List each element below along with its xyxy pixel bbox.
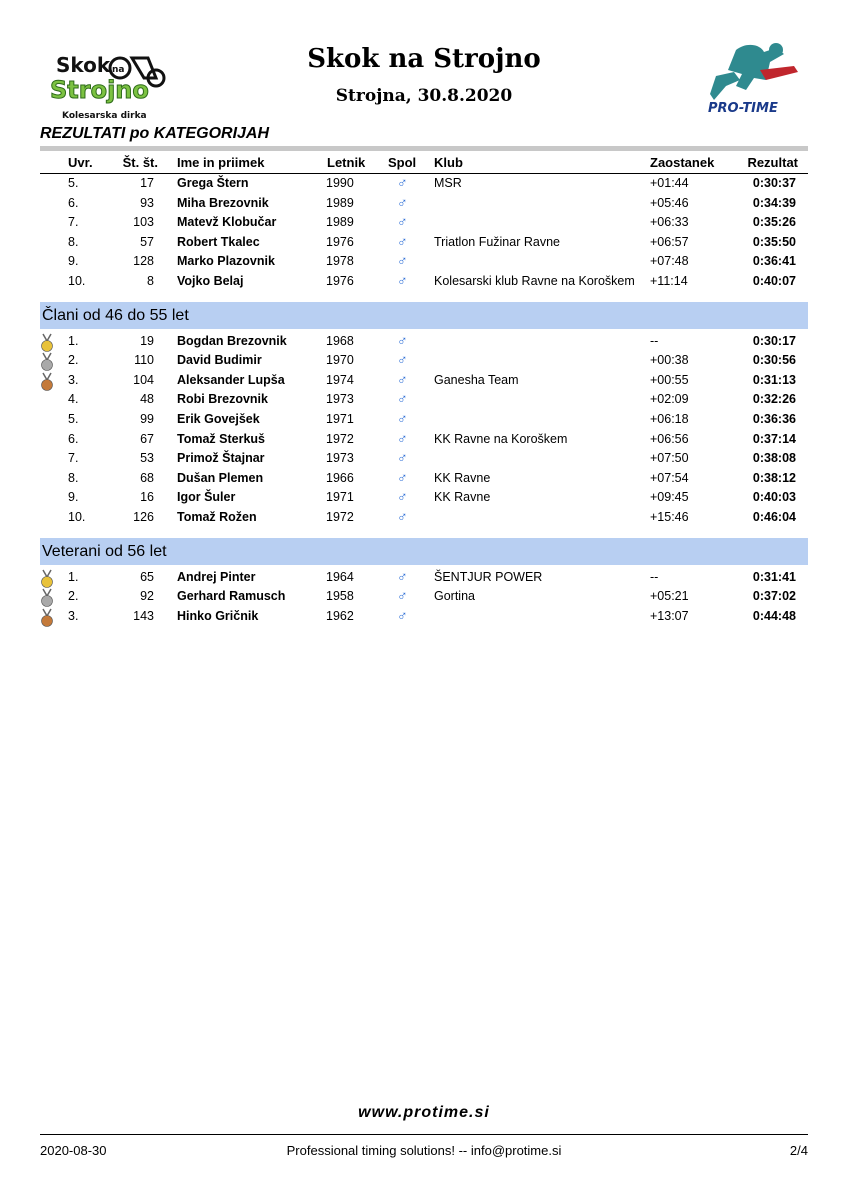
table-row: [40, 468, 808, 490]
cell-gap: +07:50: [650, 451, 689, 466]
header-divider: [40, 146, 808, 151]
cell-result: 0:36:41: [752, 254, 796, 269]
cell-rank: 5.: [68, 412, 79, 426]
cell-club: Gortina: [434, 589, 475, 604]
cell-rank: 1.: [68, 569, 79, 584]
cell-rank: 9.: [68, 254, 79, 269]
cell-year: 1972: [326, 510, 354, 524]
cell-club: Ganesha Team: [434, 372, 519, 387]
cell-name: Aleksander Lupša: [177, 372, 285, 387]
table-row: [40, 353, 808, 372]
cell-club: ŠENTJUR POWER: [434, 569, 543, 584]
cell-sex: ♂: [397, 587, 408, 604]
cell-gap: +05:46: [650, 195, 689, 210]
cell-year: 1973: [326, 451, 354, 466]
table-row: [40, 429, 808, 451]
cell-sex: ♂: [397, 429, 408, 446]
cell-rank: 5.: [68, 176, 79, 190]
cell-result: 0:30:37: [752, 176, 796, 190]
protime-logo-text: PRO-TIME: [708, 101, 778, 116]
table-row: [40, 490, 808, 509]
cell-rank: 7.: [68, 215, 79, 230]
cell-name: Matevž Klobučar: [177, 215, 277, 230]
cell-bib: 67: [140, 431, 154, 446]
logo-line1: Skok: [56, 53, 111, 77]
cell-gap: +00:55: [650, 372, 689, 387]
cell-name: Robi Brezovnik: [177, 392, 268, 407]
cell-result: 0:37:02: [752, 589, 796, 604]
cell-sex: ♂: [397, 331, 408, 348]
cell-rank: 6.: [68, 431, 79, 446]
cell-result: 0:31:13: [752, 372, 796, 387]
table-row: [40, 510, 808, 529]
cell-name: Hinko Gričnik: [177, 608, 259, 623]
cell-result: 0:38:12: [752, 470, 796, 485]
cell-year: 1974: [326, 372, 354, 387]
cell-name: Tomaž Sterkuš: [177, 431, 265, 446]
cell-club: KK Ravne: [434, 490, 491, 505]
cell-result: 0:40:03: [752, 490, 796, 505]
cell-name: Grega Štern: [177, 176, 249, 190]
cell-result: 0:31:41: [752, 569, 796, 584]
cell-rank: 2.: [68, 589, 79, 604]
cell-gap: +00:38: [650, 353, 689, 368]
col-result: Rezultat: [747, 155, 798, 170]
footer-contact: Professional timing solutions! -- info@protime.si: [286, 1143, 562, 1158]
cell-year: 1971: [326, 412, 354, 426]
cell-result: 0:35:26: [752, 215, 796, 230]
cell-year: 1970: [326, 353, 354, 368]
cell-gap: --: [650, 569, 659, 584]
section-label: REZULTATI po KATEGORIJAH: [40, 125, 270, 142]
cell-year: 1966: [326, 470, 354, 485]
cell-name: Miha Brezovnik: [177, 195, 269, 210]
cell-name: Igor Šuler: [177, 490, 236, 505]
cell-club: MSR: [434, 176, 462, 190]
col-name: Ime in priimek: [177, 155, 265, 170]
table-row: [40, 193, 808, 215]
table-row: [40, 567, 808, 589]
category-header: [40, 302, 808, 329]
col-club: Klub: [434, 155, 463, 170]
table-row: [40, 215, 808, 234]
footer-url[interactable]: www.protime.si: [358, 1104, 490, 1121]
cell-name: Andrej Pinter: [177, 569, 256, 584]
category-title: Člani od 46 do 55 let: [42, 306, 189, 324]
cell-rank: 6.: [68, 195, 79, 210]
cell-name: Erik Govejšek: [177, 412, 260, 426]
cell-rank: 7.: [68, 451, 79, 466]
cell-sex: ♂: [397, 390, 408, 407]
cell-gap: +06:56: [650, 431, 689, 446]
silver-medal-icon: [40, 352, 54, 372]
cell-sex: ♂: [397, 351, 408, 368]
cell-sex: ♂: [397, 449, 408, 466]
cell-club: KK Ravne: [434, 470, 491, 485]
cell-year: 1976: [326, 274, 354, 288]
cell-bib: 126: [133, 510, 154, 524]
cell-gap: +06:33: [650, 215, 689, 230]
cell-result: 0:36:36: [752, 412, 796, 426]
cell-rank: 8.: [68, 470, 79, 485]
cell-name: Bogdan Brezovnik: [177, 333, 287, 348]
cell-gap: +06:57: [650, 234, 689, 249]
cell-result: 0:35:50: [752, 234, 796, 249]
table-row: [40, 606, 808, 628]
cell-result: 0:30:17: [752, 333, 796, 348]
table-row: [40, 412, 808, 431]
cell-result: 0:38:08: [752, 451, 796, 466]
bronze-medal-icon: [40, 608, 54, 628]
cell-sex: ♂: [397, 468, 408, 485]
cell-bib: 57: [140, 234, 154, 249]
logo-tagline: Kolesarska dirka: [62, 111, 147, 121]
footer-page-number: 2/4: [789, 1143, 808, 1158]
gold-medal-icon: [40, 333, 54, 353]
table-row: [40, 254, 808, 273]
cell-result: 0:44:48: [752, 608, 796, 623]
cell-result: 0:46:04: [752, 510, 796, 524]
cell-sex: ♂: [397, 606, 408, 623]
cell-rank: 3.: [68, 608, 79, 623]
page-title: Skok na Strojno: [307, 44, 541, 74]
cell-gap: +09:45: [650, 490, 689, 505]
cell-bib: 104: [133, 372, 154, 387]
col-year: Letnik: [327, 155, 366, 170]
col-sex: Spol: [388, 155, 417, 170]
cell-year: 1958: [326, 589, 354, 604]
cell-year: 1978: [326, 254, 354, 269]
cell-bib: 92: [140, 589, 154, 604]
table-row: [40, 274, 808, 293]
cell-bib: 143: [133, 608, 154, 623]
cell-year: 1973: [326, 392, 354, 407]
cell-bib: 99: [140, 412, 154, 426]
cell-year: 1968: [326, 333, 354, 348]
cell-rank: 4.: [68, 392, 79, 407]
cell-gap: +05:21: [650, 589, 689, 604]
cell-bib: 16: [140, 490, 154, 505]
cell-gap: +13:07: [650, 608, 689, 623]
cell-gap: +07:48: [650, 254, 689, 269]
cell-club: KK Ravne na Koroškem: [434, 431, 568, 446]
cell-club: Kolesarski klub Ravne na Koroškem: [434, 274, 635, 288]
cell-bib: 103: [133, 215, 154, 230]
cell-gap: +01:44: [650, 176, 689, 190]
cell-year: 1989: [326, 195, 354, 210]
table-row: [40, 370, 808, 392]
cell-sex: ♂: [397, 272, 408, 288]
cell-club: Triatlon Fužinar Ravne: [434, 234, 560, 249]
cell-sex: ♂: [397, 232, 408, 249]
cell-name: Gerhard Ramusch: [177, 589, 286, 604]
cell-bib: 48: [140, 392, 154, 407]
cell-sex: ♂: [397, 193, 408, 210]
cell-name: Vojko Belaj: [177, 274, 244, 288]
cell-gap: +07:54: [650, 470, 689, 485]
silver-medal-icon: [40, 588, 54, 608]
cell-year: 1989: [326, 215, 354, 230]
cell-bib: 93: [140, 195, 154, 210]
cell-sex: ♂: [397, 508, 408, 524]
table-row: [40, 451, 808, 470]
cell-gap: +15:46: [650, 510, 689, 524]
cell-result: 0:37:14: [752, 431, 796, 446]
cell-result: 0:32:26: [752, 392, 796, 407]
page-subtitle: Strojna, 30.8.2020: [335, 86, 513, 106]
cell-name: Primož Štajnar: [177, 451, 265, 466]
logo-line3: Strojno: [50, 76, 149, 104]
cell-name: Marko Plazovnik: [177, 254, 275, 269]
table-row: [40, 176, 808, 195]
cell-name: David Budimir: [177, 353, 262, 368]
cell-bib: 110: [134, 353, 154, 368]
cell-sex: ♂: [397, 410, 408, 426]
cell-year: 1971: [326, 490, 354, 505]
table-row: [40, 589, 808, 608]
table-row: [40, 232, 808, 254]
cell-sex: ♂: [397, 174, 408, 190]
cell-bib: 8: [147, 274, 154, 288]
table-row: [40, 392, 808, 411]
logo-line2: na: [112, 65, 125, 75]
cell-name: Robert Tkalec: [177, 234, 260, 249]
cell-gap: --: [650, 333, 659, 348]
cell-result: 0:30:56: [752, 353, 796, 368]
cell-gap: +11:14: [650, 274, 688, 288]
cell-gap: +06:18: [650, 412, 689, 426]
footer-divider: [40, 1134, 808, 1135]
cell-bib: 19: [140, 333, 154, 348]
cell-result: 0:34:39: [752, 195, 796, 210]
cell-bib: 53: [140, 451, 154, 466]
category-header: [40, 538, 808, 565]
cell-rank: 10.: [68, 510, 86, 524]
cell-year: 1964: [326, 569, 354, 584]
footer-date: 2020-08-30: [40, 1143, 107, 1158]
cell-rank: 1.: [68, 333, 79, 348]
bronze-medal-icon: [40, 372, 54, 392]
col-rank: Uvr.: [68, 155, 93, 170]
col-bib: Št. št.: [122, 155, 158, 170]
cell-result: 0:40:07: [752, 274, 796, 288]
cell-bib: 128: [133, 254, 154, 269]
cell-rank: 9.: [68, 490, 79, 505]
cell-year: 1962: [326, 608, 354, 623]
cell-rank: 8.: [68, 234, 79, 249]
cell-year: 1976: [326, 234, 354, 249]
cell-bib: 68: [140, 470, 154, 485]
cell-name: Tomaž Rožen: [177, 510, 257, 524]
table-header: [40, 155, 808, 174]
gold-medal-icon: [40, 569, 54, 589]
cell-rank: 3.: [68, 372, 79, 387]
cell-rank: 2.: [68, 353, 79, 368]
cell-year: 1972: [326, 431, 354, 446]
cell-sex: ♂: [397, 213, 408, 230]
cell-sex: ♂: [397, 488, 408, 505]
cell-rank: 10.: [68, 274, 86, 288]
cell-name: Dušan Plemen: [177, 470, 264, 485]
cell-bib: 17: [140, 176, 154, 190]
category-title: Veterani od 56 let: [42, 542, 167, 560]
table-row: [40, 331, 808, 353]
cell-bib: 65: [140, 569, 154, 584]
col-gap: Zaostanek: [650, 155, 715, 170]
cell-sex: ♂: [397, 370, 408, 387]
cell-sex: ♂: [397, 252, 408, 269]
cell-year: 1990: [326, 176, 354, 190]
cell-sex: ♂: [397, 567, 408, 584]
cell-gap: +02:09: [650, 392, 689, 407]
